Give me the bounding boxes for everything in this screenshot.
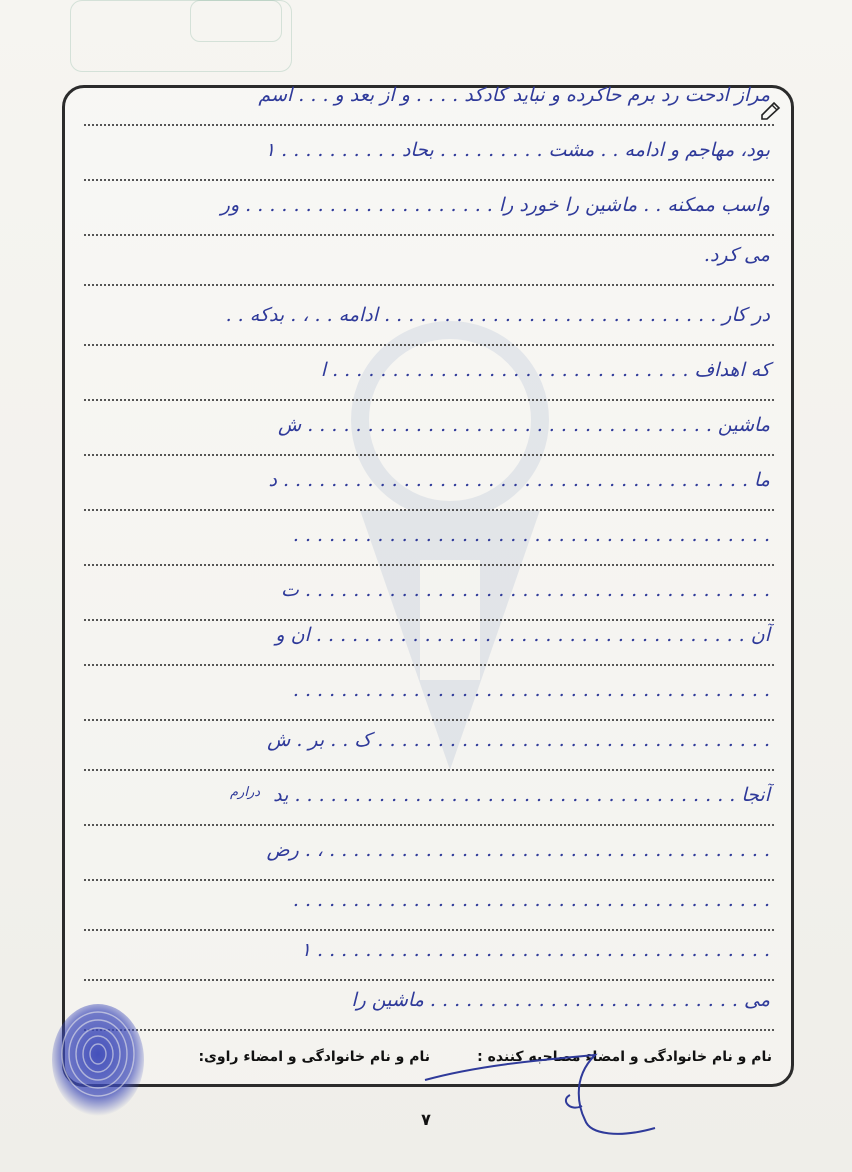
faint-stamp-outline-small — [190, 0, 282, 42]
signature-scribble — [420, 1040, 660, 1140]
handwritten-line: مراز ادحت رد برم حاکرده و نباید کادکد . . . . و از بعد و . . . اسم — [84, 80, 774, 126]
handwritten-line: . . . . . . . . . . . . . . . . . . . . . . . . . . . . . . . . . . . . . . . ت — [84, 575, 774, 621]
handwritten-line: می کرد. — [84, 240, 774, 286]
handwritten-line: بود، مهاجم و ادامه . . مشت . . . . . . . . . بحاد . . . . . . . . . . ۱ — [84, 135, 774, 181]
handwritten-line: واسب ممکنه . . ماشین را خورد را . . . . . . . . . . . . . . . . . . . . . ور — [84, 190, 774, 236]
handwritten-line: آن . . . . . . . . . . . . . . . . . . . . . . . . . . . . . . . . . . . . ان و — [84, 620, 774, 666]
page-number: ۷ — [421, 1110, 431, 1129]
interviewer-signature-label: نام و نام خانوادگی و امضاء مصاحبه کننده : — [477, 1049, 772, 1065]
narrator-signature-label: نام و نام خانوادگی و امضاء راوی: — [198, 1049, 430, 1065]
handwritten-line: آنجا . . . . . . . . . . . . . . . . . . . . . . . . . . . . . . . . . . . . . ید — [84, 780, 774, 826]
handwritten-line: در کار . . . . . . . . . . . . . . . . . . . . . . . . . . . . ادامه . . ، . بدکه . . — [84, 300, 774, 346]
fingerprint-icon — [48, 1002, 148, 1120]
handwritten-line: . . . . . . . . . . . . . . . . . . . . . . . . . . . . . . . . . . . . . ، . رض — [84, 835, 774, 881]
handwritten-line: ما . . . . . . . . . . . . . . . . . . . . . . . . . . . . . . . . . . . . . . . د — [84, 465, 774, 511]
handwritten-line: که اهداف . . . . . . . . . . . . . . . . . . . . . . . . . . . . . . ا — [84, 355, 774, 401]
handwritten-line: . . . . . . . . . . . . . . . . . . . . . . . . . . . . . . . . . . . . . . ۱ — [84, 935, 774, 981]
handwritten-line: . . . . . . . . . . . . . . . . . . . . . . . . . . . . . . . . . ک . . بر . ش — [84, 725, 774, 771]
handwritten-line: . . . . . . . . . . . . . . . . . . . . . . . . . . . . . . . . . . . . . . . . — [84, 885, 774, 931]
handwritten-line: می . . . . . . . . . . . . . . . . . . . . . . . . . . ماشین را — [84, 985, 774, 1031]
handwritten-line: . . . . . . . . . . . . . . . . . . . . . . . . . . . . . . . . . . . . . . . . — [84, 520, 774, 566]
handwritten-line: . . . . . . . . . . . . . . . . . . . . . . . . . . . . . . . . . . . . . . . . — [84, 675, 774, 721]
handwritten-line: ماشین . . . . . . . . . . . . . . . . . . . . . . . . . . . . . . . . . . ش — [84, 410, 774, 456]
insertion-note: درارم — [230, 785, 261, 800]
